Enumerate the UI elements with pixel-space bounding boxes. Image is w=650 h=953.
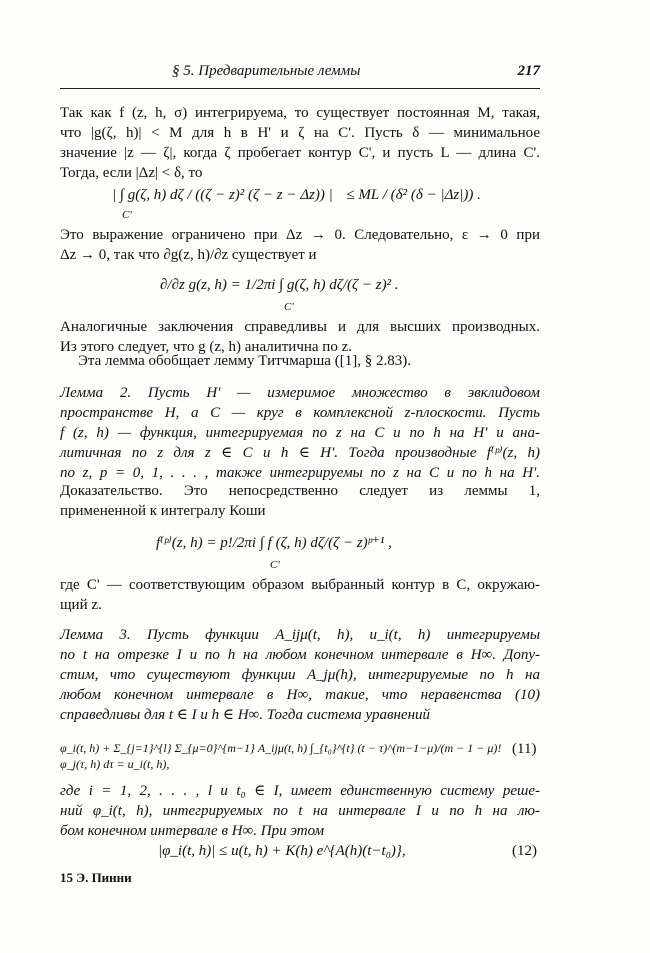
signature-mark: 15 Э. Пинни xyxy=(60,870,132,885)
proof-line: Доказательство. Это непосредственно следует из леммы 1, xyxy=(60,483,540,499)
equation-number: (12) xyxy=(512,843,537,859)
running-header xyxy=(60,62,540,82)
text-line: значение |z — ζ|, когда ζ пробегает контур C', и пусть L — длина C'. xyxy=(60,145,540,161)
formula-lhs: | ∫ g(ζ, h) dζ / ((ζ − z)² (ζ − z − Δz)) | xyxy=(112,187,333,203)
text-line: Так как f (z, h, σ) интегрируема, то существует постоянная M, такая, xyxy=(60,105,540,121)
contour-subscript: C' xyxy=(284,301,294,313)
contour-subscript: C' xyxy=(122,209,132,221)
lemma-line: стим, что существуют функции A_jμ(h), интегрируемые по h на xyxy=(60,667,540,683)
lemma-line: справедливы для t ∈ I и h ∈ H∞. Тогда система уравнений xyxy=(60,707,431,723)
header-rule xyxy=(60,88,540,89)
proof-line: примененной к интегралу Коши xyxy=(60,503,266,519)
contour-subscript: C' xyxy=(270,559,280,571)
text-line: Аналогичные заключения справедливы и для высших производных. xyxy=(60,319,540,335)
text-line: что |g(ζ, h)| < M для h в H' и ζ на C'. Пусть δ — минимальное xyxy=(60,125,540,141)
text-line: Это выражение ограничено при Δz → 0. Следовательно, ε → 0 при xyxy=(60,227,540,243)
lemma-line: Лемма 3. Пусть функции A_ijμ(t, h), u_i(t, h) интегрируемы xyxy=(60,627,540,643)
lemma-line: f (z, h) — функция, интегрируемая по z на C и по h на H' и ана- xyxy=(60,425,540,441)
text-line: щий z. xyxy=(60,597,102,613)
lemma-line: любом конечном интервале в H∞, такие, что неравенства (10) xyxy=(60,687,540,703)
formula-derivative: ∂/∂z g(z, h) = 1/2πi ∫ g(ζ, h) dζ/(ζ − z)² . xyxy=(160,277,399,293)
lemma-line: литичная по z для z ∈ C и h ∈ H'. Тогда производные f⁽ᵖ⁾(z, h) xyxy=(60,445,540,461)
text-line: где C' — соответствующим образом выбранный контур в C, окружаю- xyxy=(60,577,540,593)
lemma-line: Лемма 2. Пусть H' — измеримое множество в эвклидовом xyxy=(60,385,540,401)
formula-cauchy: f⁽ᵖ⁾(z, h) = p!/2πi ∫ f (ζ, h) dζ/(ζ − z)ᵖ⁺¹ , xyxy=(156,535,392,551)
formula-estimate: |φ_i(t, h)| ≤ u(t, h) + K(h) e^{A(h)(t−t₀)}, xyxy=(158,843,406,859)
lemma-line: по t на отрезке I и по h на любом конечном интервале в H∞. Допу- xyxy=(60,647,540,663)
text-line: Δz → 0, так что ∂g(z, h)/∂z существует и xyxy=(60,247,317,263)
equation-number: (11) xyxy=(512,741,537,757)
lemma-line: пространстве H, а C — круг в комплексной z-плоскости. Пусть xyxy=(60,405,540,421)
page-number: 217 xyxy=(517,63,540,79)
formula-system: φ_i(t, h) + Σ_{j=1}^{l} Σ_{μ=0}^{m−1} A_ijμ(t, h) ∫_{t₀}^{t} (t − τ)^(m−1−μ)/(m − 1 − μ)! φ_j(τ, h) dτ = u_i(t, h), xyxy=(60,741,502,771)
lemma-line: по z, p = 0, 1, . . . , также интегрируемы по z на C и по h на H'. xyxy=(60,465,540,481)
lemma-line: ний φ_i(t, h), интегрируемых по t на интервале I и по h на лю- xyxy=(60,803,540,819)
text-line: Из этого следует, что g (z, h) аналитична по z. xyxy=(60,339,352,355)
section-title: § 5. Предварительные леммы xyxy=(172,63,361,79)
formula-inequality xyxy=(112,186,481,205)
formula-rhs: ≤ ML / (δ² (δ − |Δz|)) . xyxy=(346,187,481,203)
text-line: Тогда, если |Δz| < δ, то xyxy=(60,165,203,181)
text-line: Эта лемма обобщает лемму Титчмарша ([1], § 2.83). xyxy=(78,353,411,369)
lemma-line: где i = 1, 2, . . . , l и t₀ ∈ I, имеет единственную систему реше- xyxy=(60,783,540,799)
lemma-line: бом конечном интервале в H∞. При этом xyxy=(60,823,325,839)
